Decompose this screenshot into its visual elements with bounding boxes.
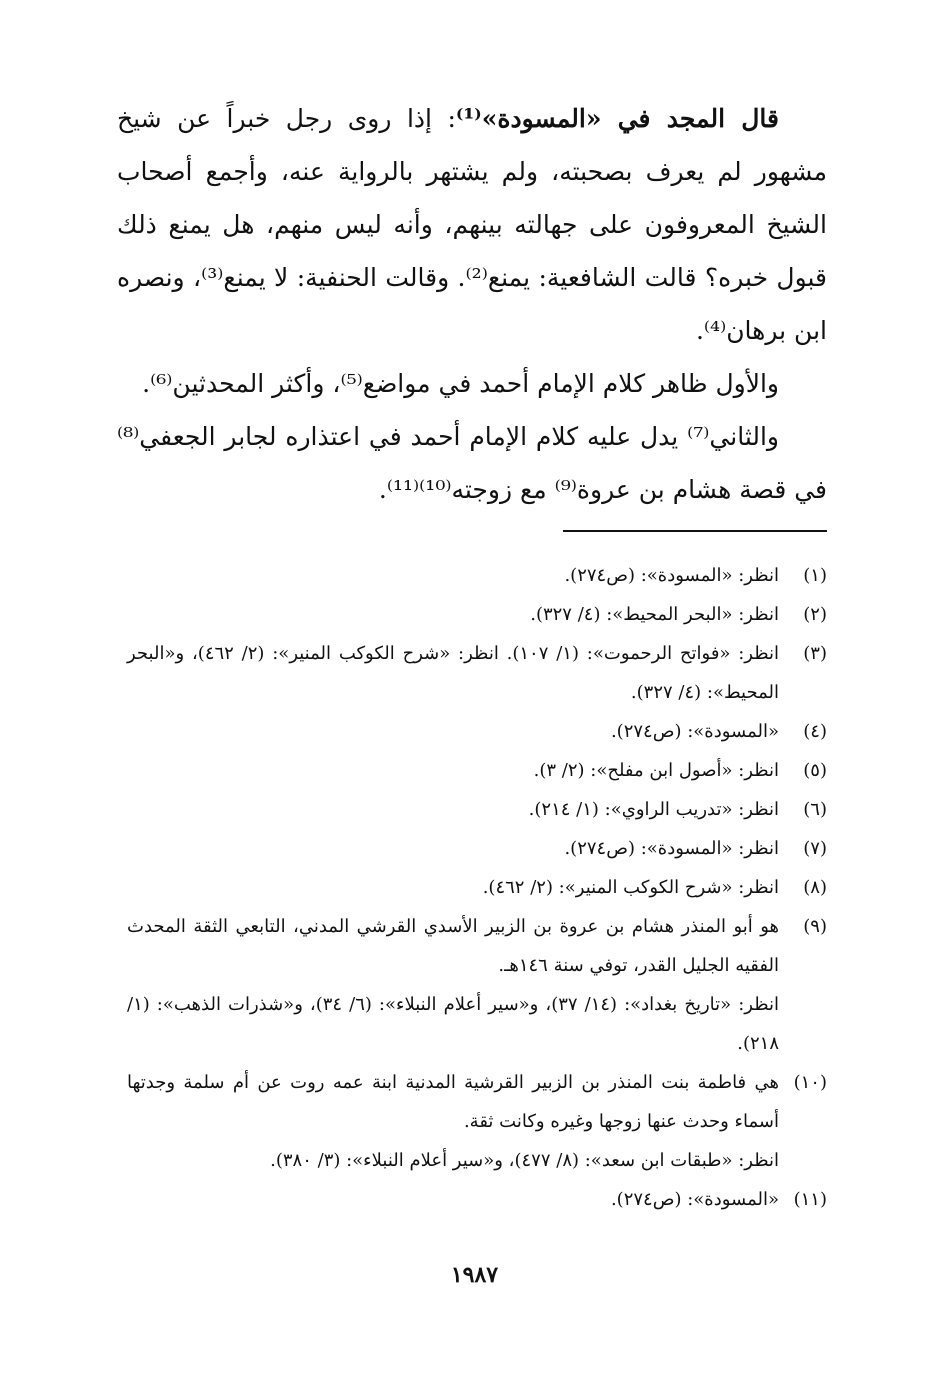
footnote-text (127, 790, 779, 829)
footnote-line: انظر: «طبقات ابن سعد»: (٨/ ٤٧٧)، و«سير أعلام النبلاء»: (٣/ ٣٨٠). (270, 1150, 779, 1171)
footnote-number: (١) (803, 565, 827, 586)
footnote-text (127, 595, 779, 634)
footnote-number: (٣) (803, 643, 827, 664)
footnote-text (127, 868, 779, 907)
footnote-number: (١٠) (793, 1072, 827, 1093)
paragraph-text: والثاني⁽⁷⁾ يدل عليه كلام الإمام أحمد في اعتذاره لجابر الجعفي⁽⁸⁾ في قصة هشام بن عروة⁽⁹⁾ مع زوجته⁽¹⁰⁾⁽¹¹⁾. (117, 422, 827, 504)
footnote (127, 595, 827, 634)
footnote-number: (٨) (803, 877, 827, 898)
footnote (127, 1063, 827, 1180)
footnote-number: (٧) (803, 838, 827, 859)
footnote (127, 712, 827, 751)
footnote (127, 868, 827, 907)
paragraph (117, 410, 827, 516)
footnote-line: انظر: «المسودة»: (ص٢٧٤). (564, 838, 779, 859)
footnote-number: (١١) (793, 1189, 827, 1210)
footnote-line: انظر: «فواتح الرحموت»: (١/ ١٠٧). انظر: «شرح الكوكب المنير»: (٢/ ٤٦٢)، و«البحر المحيط»: (٤/ ٣٢٧). (127, 643, 780, 703)
footnotes (127, 556, 827, 1219)
footnote-number: (٩) (803, 916, 827, 937)
footnote-line: انظر: «تدريب الراوي»: (١/ ٢١٤). (528, 799, 779, 820)
paragraph-lead: قال المجد في «المسودة»⁽¹⁾ (455, 104, 779, 133)
footnote (127, 751, 827, 790)
footnote-line: انظر: «تاريخ بغداد»: (١٤/ ٣٧)، و«سير أعلام النبلاء»: (٦/ ٣٤)، و«شذرات الذهب»: (١/ ٢١٨). (127, 994, 779, 1054)
footnote-line: انظر: «البحر المحيط»: (٤/ ٣٢٧). (530, 604, 779, 625)
main-text (117, 92, 827, 516)
footnote-text (127, 634, 779, 712)
page-number: ١٩٨٧ (450, 1262, 499, 1288)
footnote-line: انظر: «المسودة»: (ص٢٧٤). (564, 565, 779, 586)
paragraph-text: : إذا روى رجل خبراً عن شيخ مشهور لم يعرف بصحبته، ولم يشتهر بالرواية عنه، وأجمع أصحاب الشيخ المعروفون على جهالته بينهم، وأنه ليس منهم، هل يمنع ذلك قبول خبره؟ قالت الشافعية: يمنع⁽²⁾. وقالت الحنفية: لا يمنع⁽³⁾، ونصره ابن برهان⁽⁴⁾. (117, 104, 827, 345)
paragraph-text: والأول ظاهر كلام الإمام أحمد في مواضع⁽⁵⁾، وأكثر المحدثين⁽⁶⁾. (142, 369, 779, 398)
footnote (127, 634, 827, 712)
footnote-line: انظر: «أصول ابن مفلح»: (٢/ ٣). (533, 760, 779, 781)
paragraph (117, 92, 827, 357)
footnote (127, 790, 827, 829)
footnote (127, 1180, 827, 1219)
paragraph (117, 357, 827, 410)
footnote-text (127, 1063, 779, 1180)
footnote-number: (٦) (803, 799, 827, 820)
footnote-text (127, 907, 779, 1063)
footnote-text (127, 712, 779, 751)
footnote-text (127, 829, 779, 868)
footnote-number: (٥) (803, 760, 827, 781)
footnote-line: «المسودة»: (ص٢٧٤). (610, 721, 779, 742)
footnote-line: هي فاطمة بنت المنذر بن الزبير القرشية المدنية ابنة عمه روت عن أم سلمة وجدتها أسماء وحدث عنها زوجها وغيره وكانت ثقة. (127, 1072, 779, 1132)
footnote-line: هو أبو المنذر هشام بن عروة بن الزبير الأسدي القرشي المدني، التابعي الثقة المحدث الفقيه الجليل القدر، توفي سنة ١٤٦هـ. (127, 916, 779, 976)
footnote-number: (٤) (803, 721, 827, 742)
footnote-text (127, 556, 779, 595)
footnote (127, 829, 827, 868)
footnote (127, 907, 827, 1063)
footnote-line: انظر: «شرح الكوكب المنير»: (٢/ ٤٦٢). (482, 877, 779, 898)
footnote-text (127, 1180, 779, 1219)
footnote-separator (563, 530, 827, 532)
footnote-text (127, 751, 779, 790)
footnote (127, 556, 827, 595)
footnote-line: «المسودة»: (ص٢٧٤). (610, 1189, 779, 1210)
footnote-number: (٢) (803, 604, 827, 625)
